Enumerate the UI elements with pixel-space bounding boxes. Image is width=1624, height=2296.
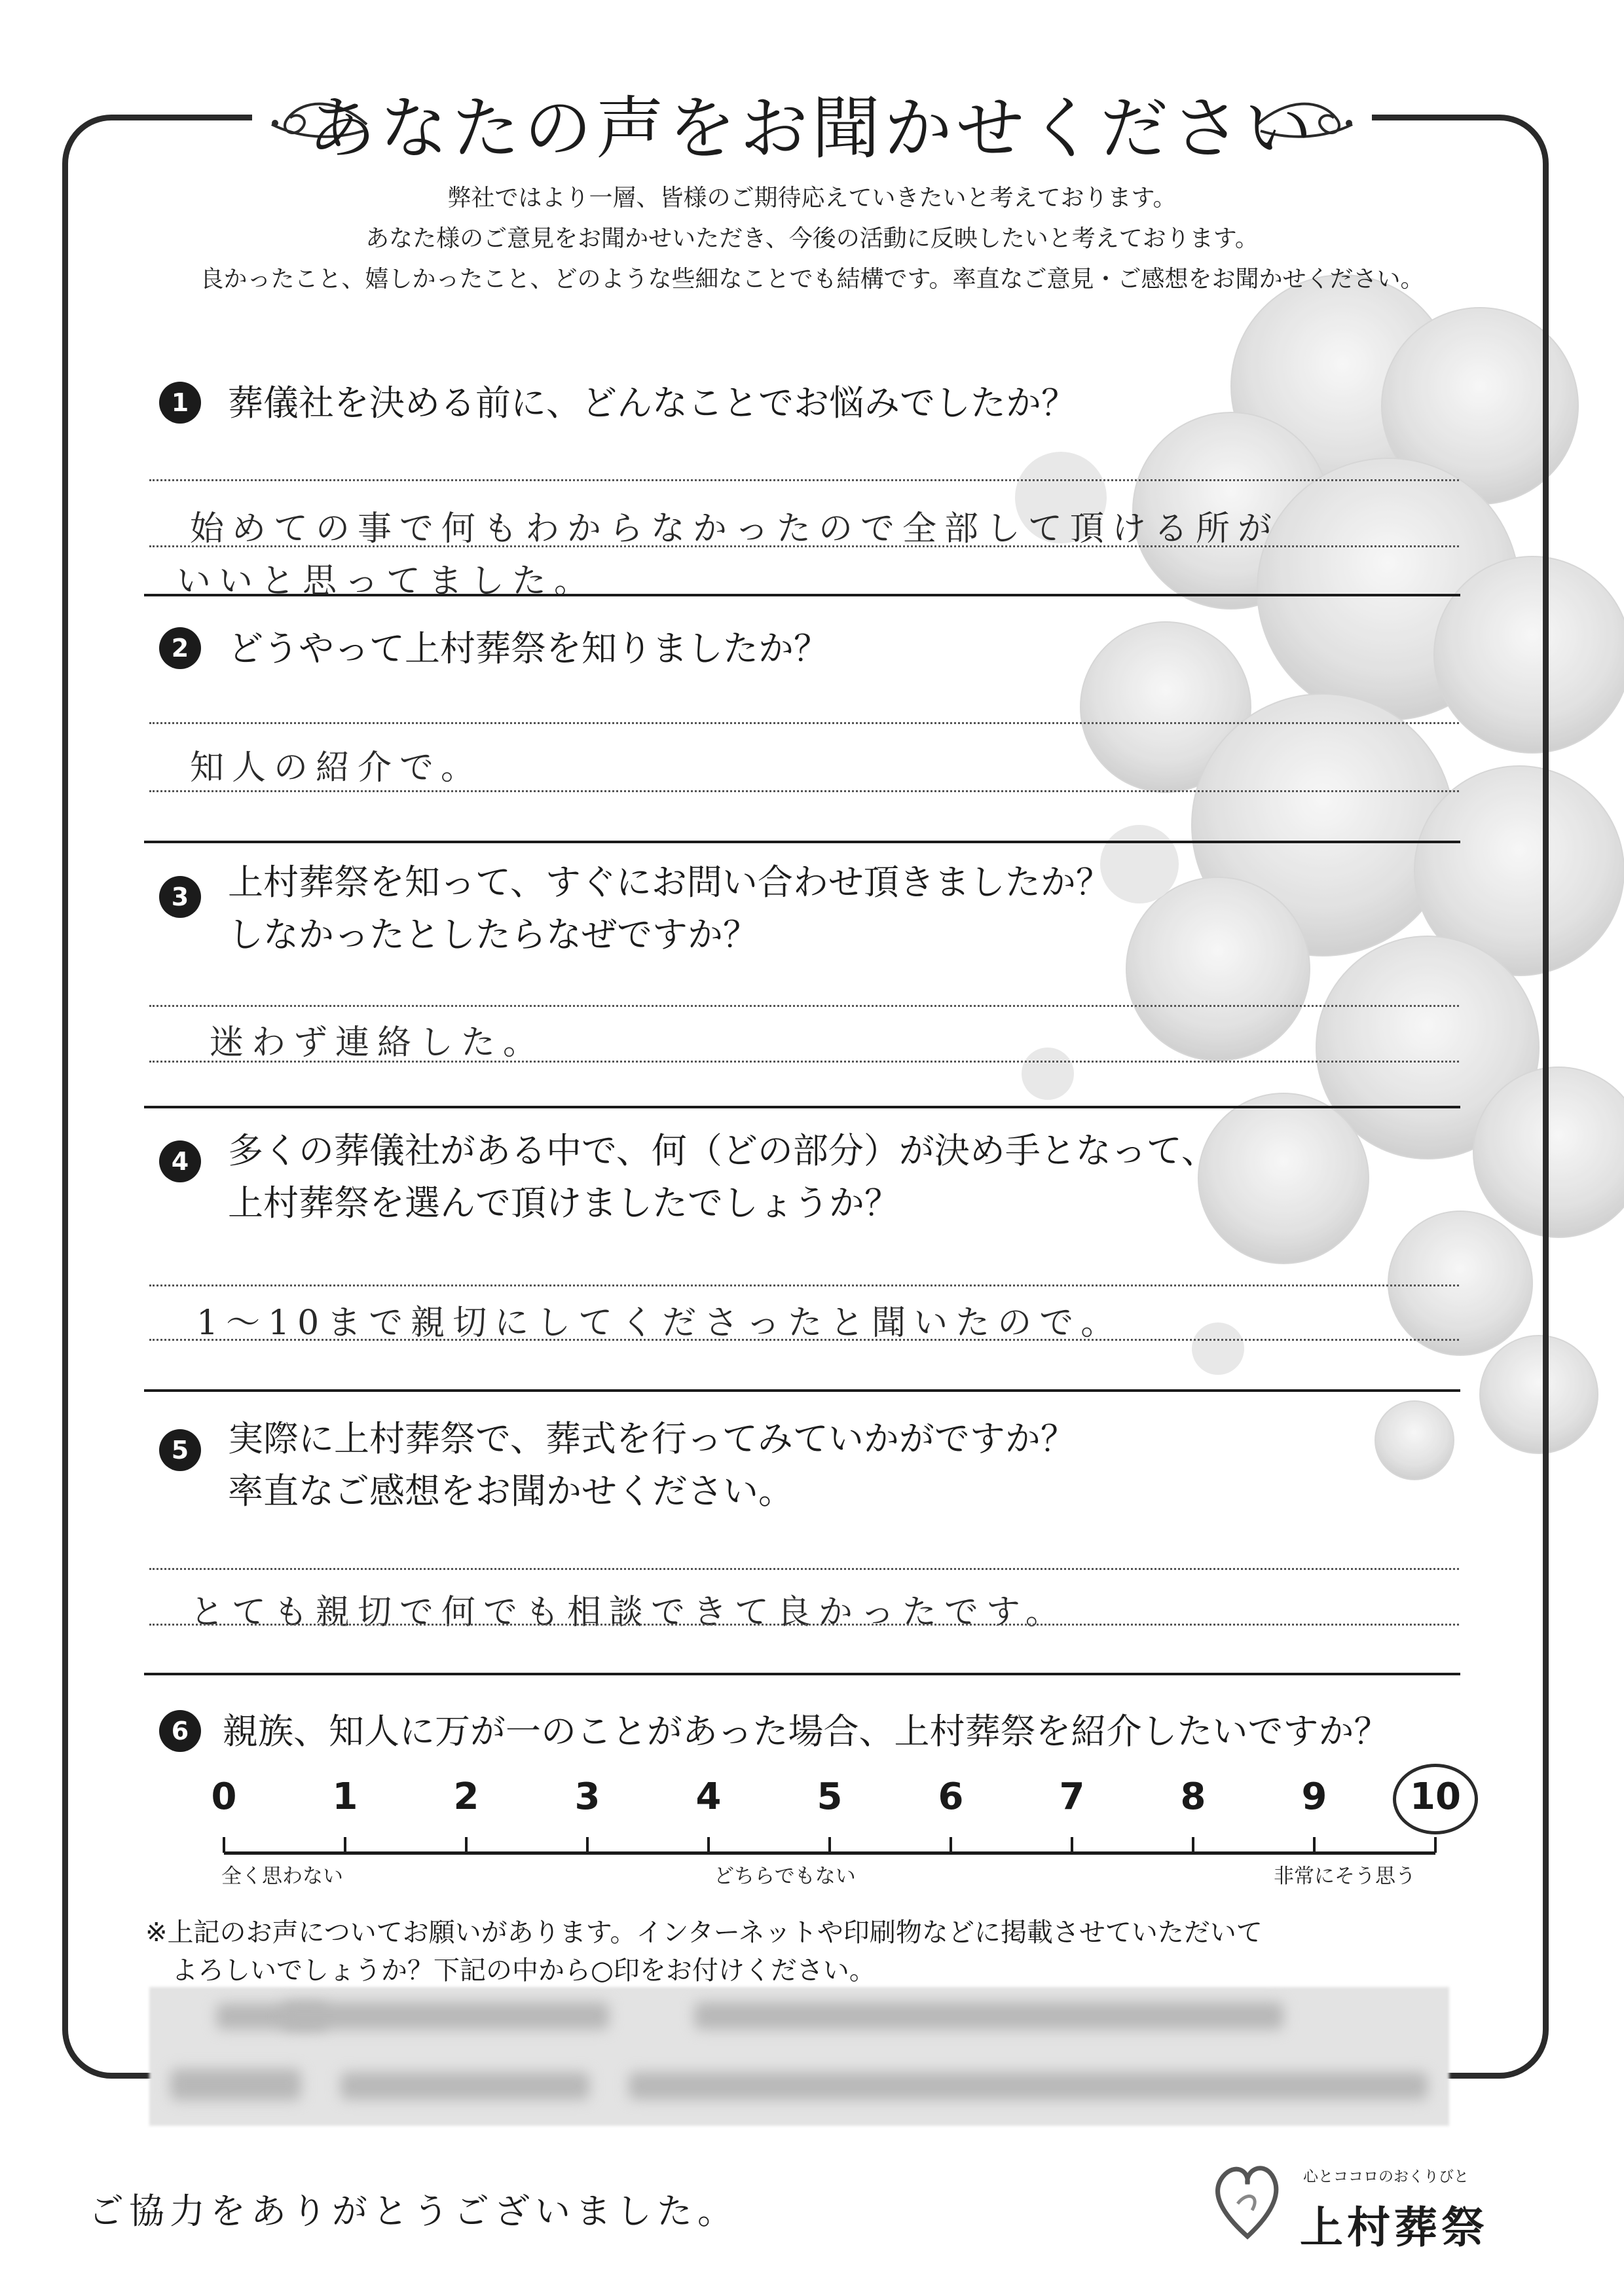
selected-rating-circle: [1393, 1764, 1478, 1834]
answer-4-line-1: 1〜10まで親切にしてくださったと聞いたので。: [196, 1303, 1123, 1343]
question-3-text-line-2: しなかったとしたらなぜですか？: [228, 914, 758, 955]
rating-tick-label: 1: [332, 1776, 358, 1818]
redacted-bar: [629, 2072, 1428, 2100]
answer-rule: [149, 479, 1459, 481]
question-2-number: 2: [159, 627, 201, 669]
rating-tick-label: 4: [695, 1776, 722, 1818]
question-3-text-line-1: 上村葬祭を知って、すぐにお問い合わせ頂きましたか？: [228, 862, 1111, 903]
rating-tick-label: 2: [453, 1776, 479, 1818]
question-5-number: 5: [159, 1429, 201, 1471]
rating-tick: [465, 1837, 468, 1853]
section-divider: [144, 594, 1460, 596]
intro-line: あなた様のご意見をお聞かせいただき、今後の活動に反映したいと考えております。: [365, 225, 1259, 252]
rating-label-mid: どちらでもない: [714, 1865, 856, 1888]
brand-name: 上村葬祭: [1300, 2202, 1488, 2253]
redacted-bar: [694, 2002, 1283, 2030]
rating-tick: [828, 1837, 831, 1853]
answer-5-line-1: とても親切で何でも相談できて良かったです。: [190, 1593, 1067, 1632]
redacted-bar: [282, 2002, 609, 2030]
question-6-number: 6: [159, 1710, 201, 1752]
rating-tick: [344, 1837, 346, 1853]
question-2-text: どうやって上村葬祭を知りましたか？: [228, 628, 829, 669]
permission-note-line-1: ※上記のお声についてお願いがあります。インターネットや印刷物などに掲載させていただいて: [145, 1918, 1263, 1948]
question-4-number: 4: [159, 1140, 201, 1182]
question-4-text-line-2: 上村葬祭を選んで頂けましたでしょうか？: [228, 1182, 900, 1224]
answer-rule: [149, 1568, 1459, 1570]
intro-line: 弊社ではより一層、皆様のご期待応えていきたいと考えております。: [447, 185, 1177, 211]
intro-line: 良かったこと、嬉しかったこと、どのような些細なことでも結構です。率直なご意見・ご感想をお聞かせください。: [200, 266, 1424, 293]
question-3-number: 3: [159, 876, 201, 918]
thank-you-text: ご協力をありがとうございました。: [88, 2191, 738, 2232]
brand-tagline: 心とココロのおくりびと: [1303, 2168, 1469, 2185]
answer-rule: [149, 1061, 1459, 1063]
rating-tick: [223, 1837, 225, 1853]
answer-rule: [149, 1005, 1459, 1007]
redacted-bar: [341, 2072, 589, 2100]
rating-tick: [1313, 1837, 1316, 1853]
answer-rule: [149, 1624, 1459, 1626]
answer-1-line-2: いいと思ってました。: [177, 562, 597, 601]
question-5-text-line-2: 率直なご感想をお聞かせください。: [228, 1470, 794, 1512]
question-1-text: 葬儀社を決める前に、どんなことでお悩みでしたか？: [228, 382, 1077, 424]
rating-tick-label: 5: [817, 1776, 843, 1818]
rating-tick-label: 7: [1059, 1776, 1085, 1818]
rating-tick: [1071, 1837, 1073, 1853]
rating-tick-label: 0: [211, 1776, 237, 1818]
section-divider: [144, 841, 1460, 843]
rating-tick: [950, 1837, 952, 1853]
question-4-text-line-1: 多くの葬儀社がある中で、何（どの部分）が決め手となって、: [228, 1130, 1217, 1171]
section-divider: [144, 1673, 1460, 1675]
rating-label-low: 全く思わない: [221, 1865, 343, 1888]
section-divider: [144, 1389, 1460, 1392]
rating-tick-label: 9: [1301, 1776, 1327, 1818]
page-title: あなたの声をお聞かせください: [307, 88, 1316, 168]
rating-tick: [586, 1837, 589, 1853]
section-divider: [144, 1106, 1460, 1108]
answer-rule: [149, 722, 1459, 724]
rating-tick: [1192, 1837, 1194, 1853]
rating-tick: [707, 1837, 710, 1853]
heart-logo-icon: [1211, 2158, 1283, 2243]
question-5-text-line-1: 実際に上村葬祭で、葬式を行ってみていかがですか？: [228, 1418, 1076, 1459]
answer-1-line-1: 始めての事で何もわからなかったので全部して頂ける所が: [190, 509, 1280, 549]
answer-rule: [149, 790, 1459, 792]
intro-text: [118, 178, 1506, 300]
answer-rule: [149, 1285, 1459, 1286]
rating-tick-label: 10: [1410, 1776, 1461, 1818]
rating-tick-label: 3: [574, 1776, 600, 1818]
answer-rule: [149, 1339, 1459, 1341]
answer-3-line-1: 迷わず連絡した。: [210, 1023, 545, 1063]
answer-2-line-1: 知人の紹介で。: [190, 748, 483, 788]
rating-tick: [1434, 1837, 1437, 1853]
question-1-number: 1: [159, 382, 201, 424]
question-6-text: 親族、知人に万が一のことがあった場合、上村葬祭を紹介したいですか？: [223, 1711, 1390, 1752]
rating-tick-label: 6: [938, 1776, 964, 1818]
redacted-bar: [170, 2069, 301, 2100]
rating-tick-label: 8: [1180, 1776, 1206, 1818]
answer-rule: [149, 545, 1459, 547]
permission-note-line-2: よろしいでしょうか？下記の中から○印をお付けください。: [172, 1956, 876, 1986]
rating-label-high: 非常にそう思う: [1274, 1865, 1416, 1888]
